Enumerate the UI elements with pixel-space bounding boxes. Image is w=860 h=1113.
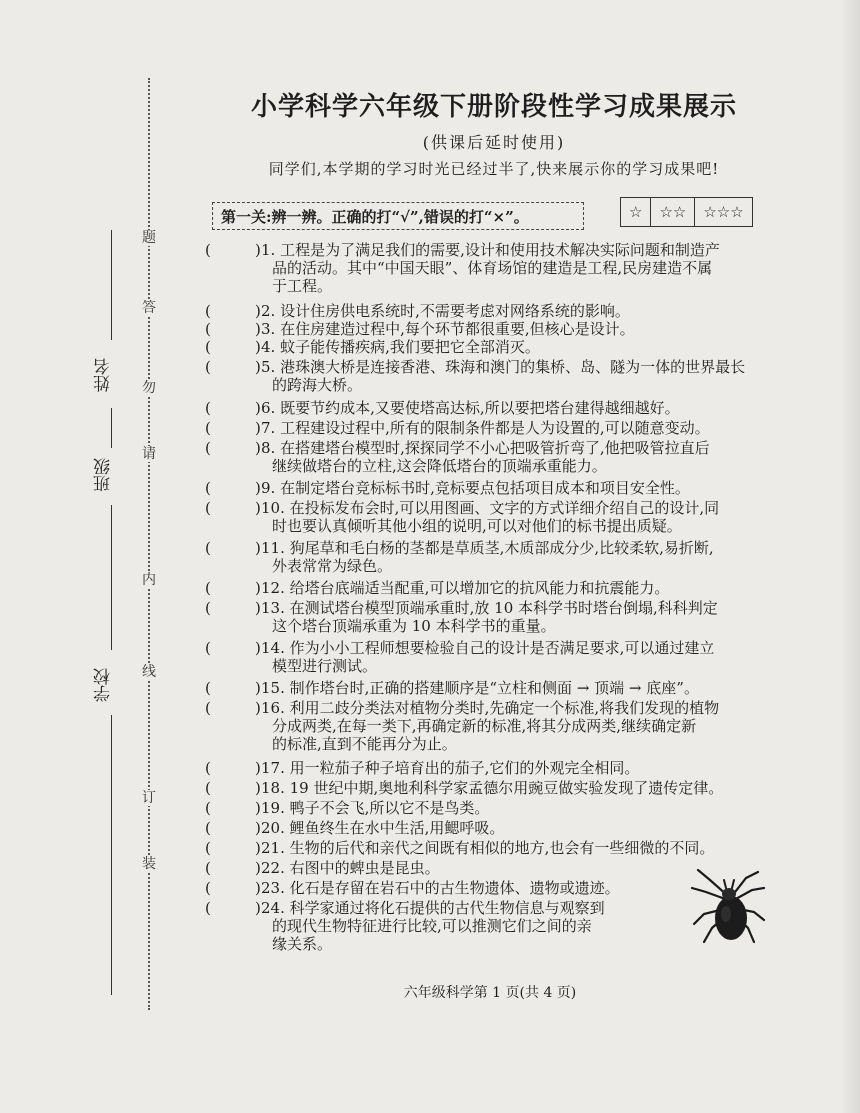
school-label: 学校 (94, 668, 114, 702)
tick-insect-icon (688, 866, 768, 950)
answer-paren-right[interactable]: ) (255, 899, 261, 917)
question-text-line: 时也要认真倾听其他小组的说明,可以对他们的标书提出质疑。 (272, 517, 682, 535)
answer-paren-right[interactable]: ) (255, 241, 261, 259)
answer-paren-right[interactable]: ) (255, 479, 261, 497)
answer-paren-left[interactable]: ( (205, 399, 211, 417)
binding-word: 线 (142, 664, 156, 680)
star-icon[interactable]: ☆☆☆ (694, 198, 751, 226)
question-item (205, 839, 785, 857)
answer-paren-left[interactable]: ( (205, 639, 211, 657)
answer-paren-right[interactable]: ) (255, 599, 261, 617)
answer-paren-left[interactable]: ( (205, 699, 211, 717)
answer-paren-right[interactable]: ) (255, 419, 261, 437)
answer-paren-right[interactable]: ) (255, 699, 261, 717)
question-text-line: 9. 在制定塔台竞标标书时,竞标要点包括项目成本和项目安全性。 (261, 479, 690, 497)
section-heading: 第一关:辨一辨。正确的打“√”,错误的打“×”。 (212, 202, 584, 230)
question-item (205, 799, 785, 817)
answer-paren-right[interactable]: ) (255, 679, 261, 697)
answer-paren-left[interactable]: ( (205, 799, 211, 817)
question-text-line: 2. 设计住房供电系统时,不需要考虑对网络系统的影响。 (261, 302, 630, 320)
answer-paren-right[interactable]: ) (255, 302, 261, 320)
answer-paren-left[interactable]: ( (205, 479, 211, 497)
question-text-line: 15. 制作塔台时,正确的搭建顺序是“立柱和侧面 → 顶端 → 底座”。 (261, 679, 699, 697)
answer-paren-right[interactable]: ) (255, 839, 261, 857)
answer-paren-right[interactable]: ) (255, 338, 261, 356)
question-item (205, 639, 785, 675)
binding-word: 勿 (142, 380, 156, 396)
binding-word: 请 (142, 446, 156, 462)
answer-paren-left[interactable]: ( (205, 759, 211, 777)
binding-word: 题 (142, 230, 156, 246)
answer-paren-right[interactable]: ) (255, 320, 261, 338)
question-item (205, 679, 785, 697)
question-text-line: 的标准,直到不能再分为止。 (272, 735, 457, 753)
answer-paren-right[interactable]: ) (255, 579, 261, 597)
name-label: 姓名 (94, 358, 114, 392)
question-text-line: 这个塔台顶端承重为 10 本科学书的重量。 (272, 617, 556, 635)
question-text-line: 外表常常为绿色。 (272, 557, 393, 575)
question-item (205, 759, 785, 777)
binding-word: 答 (142, 300, 156, 316)
answer-paren-right[interactable]: ) (255, 799, 261, 817)
question-item (205, 399, 785, 417)
binding-word: 内 (142, 572, 156, 588)
answer-paren-right[interactable]: ) (255, 759, 261, 777)
class-label: 班级 (94, 458, 114, 492)
star-icon[interactable]: ☆☆ (650, 198, 694, 226)
binding-word: 装 (142, 856, 156, 872)
answer-paren-right[interactable]: ) (255, 879, 261, 897)
question-item (205, 302, 785, 320)
question-text-line: 24. 科学家通过将化石提供的古代生物信息与观察到 (261, 899, 605, 917)
question-item (205, 579, 785, 597)
answer-paren-left[interactable]: ( (205, 439, 211, 457)
answer-paren-left[interactable]: ( (205, 899, 211, 917)
question-text-line: 10. 在投标发布会时,可以用图画、文字的方式详细介绍自己的设计,同 (261, 499, 720, 517)
page-title: 小学科学六年级下册阶段性学习成果展示 (250, 92, 737, 122)
answer-paren-left[interactable]: ( (205, 358, 211, 376)
question-item (205, 320, 785, 338)
question-item (205, 241, 785, 295)
answer-paren-left[interactable]: ( (205, 338, 211, 356)
answer-paren-right[interactable]: ) (255, 779, 261, 797)
question-text-line: 的跨海大桥。 (272, 376, 363, 394)
answer-paren-left[interactable]: ( (205, 679, 211, 697)
question-item (205, 539, 785, 575)
answer-paren-left[interactable]: ( (205, 839, 211, 857)
question-item (205, 499, 785, 535)
question-text-line: 14. 作为小小工程师想要检验自己的设计是否满足要求,可以通过建立 (261, 639, 715, 657)
question-text-line: 22. 右图中的蜱虫是昆虫。 (261, 859, 440, 877)
question-text-line: 21. 生物的后代和亲代之间既有相似的地方,也会有一些细微的不同。 (261, 839, 715, 857)
question-text-line: 5. 港珠澳大桥是连接香港、珠海和澳门的集桥、岛、隧为一体的世界最长 (261, 358, 746, 376)
answer-paren-right[interactable]: ) (255, 859, 261, 877)
question-text-line: 模型进行测试。 (272, 657, 378, 675)
answer-paren-left[interactable]: ( (205, 499, 211, 517)
question-text-line: 19. 鸭子不会飞,所以它不是鸟类。 (261, 799, 490, 817)
question-text-line: 于工程。 (272, 277, 333, 295)
answer-paren-left[interactable]: ( (205, 539, 211, 557)
answer-paren-right[interactable]: ) (255, 358, 261, 376)
school-blank-line[interactable] (111, 505, 112, 650)
question-text-line: 的现代生物特征进行比较,可以推测它们之间的亲 (272, 917, 592, 935)
answer-paren-left[interactable]: ( (205, 879, 211, 897)
page-subtitle: (供课后延时使用) (422, 133, 566, 152)
question-item (205, 819, 785, 837)
question-text-line: 23. 化石是存留在岩石中的古生物遗体、遗物或遗迹。 (261, 879, 620, 897)
question-text-line: 12. 给塔台底端适当配重,可以增加它的抗风能力和抗震能力。 (261, 579, 670, 597)
answer-paren-left[interactable]: ( (205, 320, 211, 338)
question-text-line: 品的活动。其中“中国天眼”、体育场馆的建造是工程,民房建造不属 (272, 259, 713, 277)
answer-paren-left[interactable]: ( (205, 819, 211, 837)
answer-paren-left[interactable]: ( (205, 419, 211, 437)
question-text-line: 18. 19 世纪中期,奥地利科学家孟德尔用豌豆做实验发现了遗传定律。 (261, 779, 724, 797)
question-text-line: 13. 在测试塔台模型顶端承重时,放 10 本科学书时塔台倒塌,科科判定 (261, 599, 718, 617)
question-item (205, 779, 785, 797)
answer-paren-left[interactable]: ( (205, 779, 211, 797)
question-text-line: 11. 狗尾草和毛白杨的茎都是草质茎,木质部成分少,比较柔软,易折断, (261, 539, 714, 557)
answer-paren-right[interactable]: ) (255, 819, 261, 837)
answer-paren-right[interactable]: ) (255, 499, 261, 517)
question-text-line: 继续做塔台的立柱,这会降低塔台的顶端承重能力。 (272, 457, 607, 475)
answer-paren-right[interactable]: ) (255, 639, 261, 657)
answer-paren-right[interactable]: ) (255, 439, 261, 457)
question-text-line: 4. 蚊子能传播疾病,我们要把它全部消灭。 (261, 338, 540, 356)
question-text-line: 16. 利用二歧分类法对植物分类时,先确定一个标准,将我们发现的植物 (261, 699, 720, 717)
question-item (205, 419, 785, 437)
question-text-line: 8. 在搭建塔台模型时,探探同学不小心把吸管折弯了,他把吸管拉直后 (261, 439, 710, 457)
question-text-line: 6. 既要节约成本,又要使塔高达标,所以要把塔台建得越细越好。 (261, 399, 680, 417)
question-item (205, 338, 785, 356)
question-text-line: 分成两类,在每一类下,再确定新的标准,将其分成两类,继续确定新 (272, 717, 697, 735)
question-text-line: 1. 工程是为了满足我们的需要,设计和使用技术解决实际问题和制造产 (261, 241, 720, 259)
question-item (205, 439, 785, 475)
question-text-line: 17. 用一粒茄子种子培育出的茄子,它们的外观完全相同。 (261, 759, 640, 777)
binding-word: 订 (142, 790, 156, 806)
answer-paren-left[interactable]: ( (205, 599, 211, 617)
question-item (205, 479, 785, 497)
page-footer: 六年级科学第 1 页(共 4 页) (403, 985, 577, 1001)
name-blank-line[interactable] (111, 230, 112, 340)
question-text-line: 3. 在住房建造过程中,每个环节都很重要,但核心是设计。 (261, 320, 635, 338)
answer-paren-right[interactable]: ) (255, 399, 261, 417)
class-blank-line[interactable] (111, 408, 112, 448)
question-text-line: 7. 工程建设过程中,所有的限制条件都是人为设置的,可以随意变动。 (261, 419, 710, 437)
question-text-line: 缘关系。 (272, 935, 333, 953)
answer-paren-left[interactable]: ( (205, 859, 211, 877)
star-rating-box (620, 197, 753, 227)
blank-line (111, 715, 112, 995)
question-item (205, 599, 785, 635)
question-text-line: 20. 鲤鱼终生在水中生活,用鳃呼吸。 (261, 819, 505, 837)
page-edge-shadow (840, 0, 860, 1113)
answer-paren-left[interactable]: ( (205, 241, 211, 259)
answer-paren-left[interactable]: ( (205, 302, 211, 320)
question-item (205, 699, 785, 753)
question-item (205, 358, 785, 394)
intro-text: 同学们,本学期的学习时光已经过半了,快来展示你的学习成果吧! (268, 160, 720, 178)
answer-paren-right[interactable]: ) (255, 539, 261, 557)
star-icon[interactable]: ☆ (629, 203, 643, 221)
answer-paren-left[interactable]: ( (205, 579, 211, 597)
